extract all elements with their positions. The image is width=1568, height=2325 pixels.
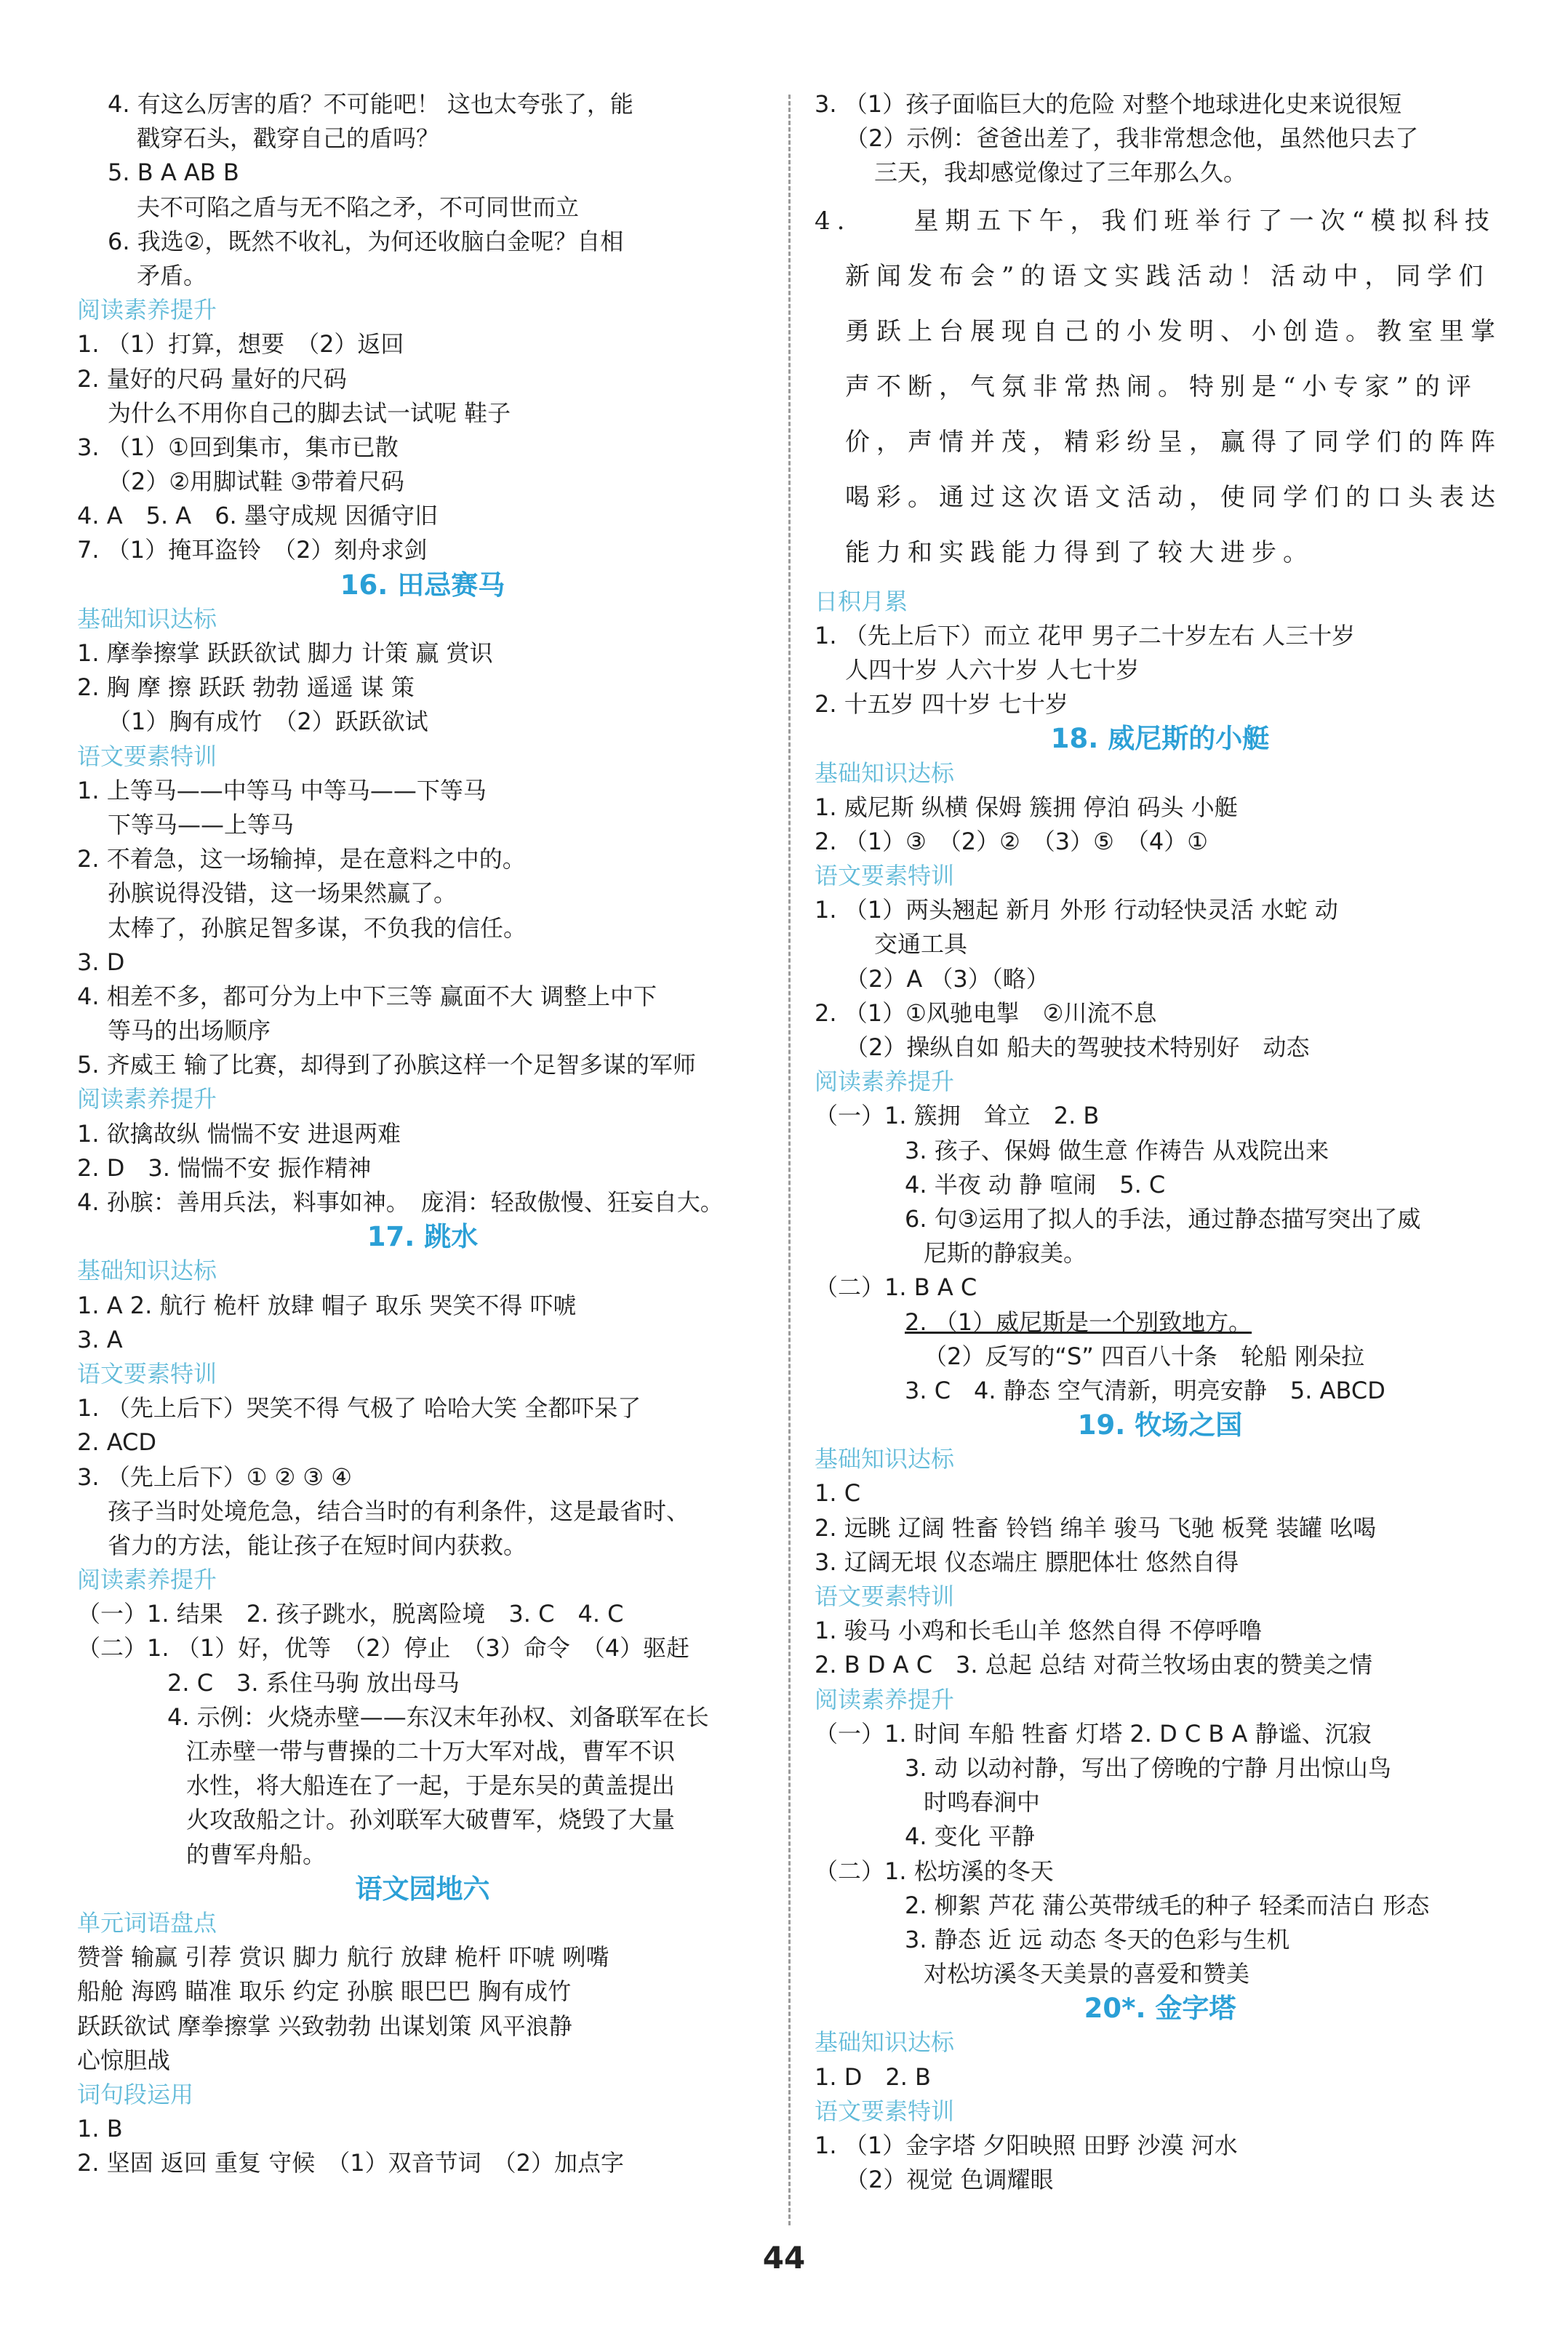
answer-line: 4. 半夜 动 静 喧闹 5. C [905,1170,1166,1198]
answer-line: 3. （先上后下）① ② ③ ④ [77,1462,352,1491]
answer-line: 等马的出场顺序 [108,1017,271,1045]
section-heading: 阅读素养提升 [815,1685,955,1713]
answer-line: 3. 孩子、保姆 做生意 作祷告 从戏院出来 [905,1136,1329,1164]
answer-line: 1. （1）两头翘起 新月 外形 行动轻快灵活 水蛇 动 [815,896,1338,924]
answer-line: 3. 动 以动衬静，写出了傍晚的宁静 月出惊山鸟 [905,1753,1392,1782]
answer-line: 孙膑说得没错，这一场果然赢了。 [108,879,457,908]
answer-line: 火攻敌船之计。孙刘联军大破曹军，烧毁了大量 [186,1806,676,1834]
page-number: 44 [762,2240,806,2276]
lesson-title: 20*. 金字塔 [1084,1993,1236,2025]
answer-line: 1. （1）打算，想要 （2）返回 [77,330,404,359]
answer-line: 1. （先上后下）而立 花甲 男子二十岁左右 人三十岁 [815,621,1356,649]
answer-line: 赞誉 输赢 引荐 赏识 脚力 航行 放肆 桅杆 吓唬 咧嘴 [77,1943,609,1972]
section-heading: 阅读素养提升 [815,1068,955,1096]
answer-line: 1. 上等马——中等马 中等马——下等马 [77,776,487,804]
lesson-title: 17. 跳水 [367,1221,479,1253]
answer-line: 1. B [77,2115,123,2143]
answer-line: 为什么不用你自己的脚去试一试呢 鞋子 [108,399,511,427]
answer-line: 2. （1）威尼斯是一个别致地方。 [905,1308,1252,1336]
section-heading: 阅读素养提升 [77,1085,217,1113]
answer-line: 2. 十五岁 四十岁 七十岁 [815,690,1069,719]
answer-line: （二）1. B A C [815,1273,977,1302]
handwritten-line: 喝彩。通过这次语文活动，使同学们的口头表达 [845,482,1502,512]
answer-line: 5. 齐威王 输了比赛，却得到了孙膑这样一个足智多谋的军师 [77,1051,696,1079]
answer-line: （二）1. （1）好，优等 （2）停止 （3）命令 （4）驱赶 [77,1634,690,1662]
answer-line: 跃跃欲试 摩拳擦掌 兴致勃勃 出谋划策 风平浪静 [77,2012,572,2040]
answer-line: （2）A （3）（略） [845,964,1049,993]
answer-line: 心惊胆战 [77,2046,171,2074]
answer-line: 5. B A AB B [108,159,239,187]
column-divider [788,95,791,2225]
answer-line: 2. B D A C 3. 总起 总结 对荷兰牧场由衷的赞美之情 [815,1651,1373,1679]
right-top-answers [815,87,1505,191]
answer-line: 2. 柳絮 芦花 蒲公英带绒毛的种子 轻柔而洁白 形态 [905,1891,1430,1919]
answer-line: （2）②用脚试鞋 ③带着尺码 [108,468,404,496]
answer-line: 1. 骏马 小鸡和长毛山羊 悠然自得 不停呼噜 [815,1617,1263,1645]
answer-line: （2）视觉 色调耀眼 [845,2166,1054,2194]
answer-line: （1）胸有成竹 （2）跃跃欲试 [108,708,428,736]
section-heading: 语文要素特训 [815,1582,955,1610]
answer-line: 时鸣春涧中 [924,1788,1041,1817]
answer-line: 1. （1）金字塔 夕阳映照 田野 沙漠 河水 [815,2132,1238,2159]
handwritten-line: 能力和实践能力得到了较大进步。 [845,537,1314,567]
answer-line: 2. 远眺 辽阔 牲畜 铃铛 绵羊 骏马 飞驰 板凳 装罐 吆喝 [815,1513,1377,1542]
answer-line: 7. （1）掩耳盗铃 （2）刻舟求剑 [77,536,428,564]
answer-line: 江赤壁一带与曹操的二十万大军对战，曹军不识 [186,1737,676,1765]
answer-line: 省力的方法，能让孩子在短时间内获救。 [108,1531,527,1559]
section-heading: 单元词语盘点 [77,1908,217,1937]
handwritten-line: 声不断，气氛非常热闹。特别是“小专家”的评 [845,372,1478,401]
answer-line: 2. （1）③ （2）② （3）⑤ （4）① [815,827,1208,855]
answer-line: 2. C 3. 系住马驹 放出母马 [167,1668,460,1697]
answer-line: 3. A [77,1325,123,1353]
answer-line: 2. ACD [77,1428,157,1457]
answer-line: 1. （先上后下）哭笑不得 气极了 哈哈大笑 全都吓呆了 [77,1394,641,1422]
answer-line: 1. A 2. 航行 桅杆 放肆 帽子 取乐 哭笑不得 吓唬 [77,1291,577,1319]
answer-line: 船舱 海鸥 瞄准 取乐 约定 孙膑 眼巴巴 胸有成竹 [77,1977,572,2006]
answer-line: 2. 不着急，这一场输掉，是在意料之中的。 [77,845,526,873]
answer-line: 1. C [815,1479,861,1508]
lesson-title: 19. 牧场之国 [1077,1409,1243,1441]
answer-line: 2. 量好的尺码 量好的尺码 [77,364,347,393]
section-heading: 基础知识达标 [77,1257,217,1285]
answer-line: （一）1. 时间 车船 牲畜 灯塔 2. D C B A 静谧、沉寂 [815,1719,1372,1748]
section-heading: 基础知识达标 [815,2028,955,2057]
answer-line: 3. D [77,948,125,976]
handwritten-correction-passage [815,193,1505,580]
answer-line: 3. C 4. 静态 空气清新，明亮安静 5. ABCD [905,1376,1385,1404]
handwritten-line: 新闻发布会”的语文实践活动！活动中，同学们 [845,261,1490,291]
answer-line: 的曹军舟船。 [186,1840,327,1868]
answer-line: 4. A 5. A 6. 墨守成规 因循守旧 [77,502,439,530]
handwritten-line: 价，声情并茂，精彩纷呈，赢得了同学们的阵阵 [845,427,1502,457]
answer-line: 4. 孙膑：善用兵法，料事如神。 庞涓：轻敌傲慢、狂妄自大。 [77,1188,724,1216]
answer-line: 三天，我却感觉像过了三年那么久。 [874,159,1247,187]
section-heading: 基础知识达标 [815,759,955,787]
answer-line: 2. D 3. 惴惴不安 振作精神 [77,1153,372,1182]
lesson-title: 语文园地六 [355,1873,490,1905]
answer-line: 3. （1）①回到集市，集市已散 [77,433,399,461]
section-heading: 语文要素特训 [815,862,955,890]
left-column [77,87,768,2180]
answer-line: 1. 威尼斯 纵横 保姆 簇拥 停泊 码头 小艇 [815,793,1238,821]
answer-line: （2）反写的“S” 四百八十条 轮船 刚朵拉 [924,1342,1365,1370]
answer-line: （2）示例：爸爸出差了，我非常想念他，虽然他只去了 [845,124,1419,153]
answer-line: 夫不可陷之盾与无不陷之矛，不可同世而立 [137,193,580,221]
answer-line: 下等马——上等马 [108,810,295,839]
answer-line: （二）1. 松坊溪的冬天 [815,1857,1054,1885]
answer-line: 人四十岁 人六十岁 人七十岁 [845,655,1140,684]
answer-line: 对松坊溪冬天美景的喜爱和赞美 [924,1960,1250,1988]
section-heading: 阅读素养提升 [77,296,217,324]
answer-line: 交通工具 [874,930,968,959]
section-heading: 基础知识达标 [815,1445,955,1473]
answer-line: 3. 静态 近 远 动态 冬天的色彩与生机 [905,1925,1290,1953]
right-answers [815,585,1505,2198]
answer-line: 水性，将大船连在了一起，于是东吴的黄盖提出 [186,1772,676,1800]
lesson-title: 18. 威尼斯的小艇 [1050,723,1270,755]
section-heading: 词句段运用 [77,2080,194,2108]
answer-line: 4. 有这么厉害的盾？不可能吧！ 这也太夸张了，能 [108,90,633,118]
answer-line: 1. 摩拳擦掌 跃跃欲试 脚力 计策 赢 赏识 [77,639,493,667]
answer-line: 孩子当时处境危急，结合当时的有利条件，这是最省时、 [108,1497,690,1525]
answer-line: 2. 坚固 返回 重复 守候 （1）双音节词 （2）加点字 [77,2149,624,2177]
answer-line: 尼斯的静寂美。 [924,1239,1087,1268]
answer-line: 4. 相差不多，都可分为上中下三等 赢面不大 调整上中下 [77,982,657,1010]
answer-line: 1. 欲擒故纵 惴惴不安 进退两难 [77,1119,401,1148]
answer-line: 4. 示例：火烧赤壁——东汉末年孙权、刘备联军在长 [167,1702,709,1731]
answer-line: 6. 我选②，既然不收礼，为何还收脑白金呢？自相 [108,227,624,255]
handwritten-line: 勇跃上台展现自己的小发明、小创造。教室里掌 [845,316,1502,346]
answer-line: （2）操纵自如 船夫的驾驶技术特别好 动态 [845,1033,1310,1061]
answer-line: 2. （1）①风驰电掣 ②川流不息 [815,999,1157,1027]
section-heading: 基础知识达标 [77,604,217,633]
answer-line: 戳穿石头，戳穿自己的盾吗？ [137,124,440,153]
answer-line: （一）1. 结果 2. 孩子跳水，脱离险境 3. C 4. C [77,1600,624,1628]
section-heading: 阅读素养提升 [77,1566,217,1594]
answer-line: 3. 辽阔无垠 仪态端庄 膘肥体壮 悠然自得 [815,1548,1239,1576]
section-heading: 语文要素特训 [77,1359,217,1388]
answer-line: 3. （1）孩子面临巨大的危险 对整个地球进化史来说很短 [815,90,1402,118]
section-heading: 语文要素特训 [77,742,217,770]
answer-line: （一）1. 簇拥 耸立 2. B [815,1102,1100,1130]
handwritten-line: 4. 星期五下午，我们班举行了一次“模拟科技 [815,206,1496,236]
answer-line: 矛盾。 [137,261,207,289]
right-column [815,87,1505,2197]
section-heading: 日积月累 [815,587,908,615]
section-heading: 语文要素特训 [815,2097,955,2125]
answer-line: 2. 胸 摩 擦 跃跃 勃勃 遥遥 谋 策 [77,673,415,702]
answer-line: 1. D 2. B [815,2062,932,2091]
answer-line: 4. 变化 平静 [905,1822,1035,1851]
answer-line: 6. 句③运用了拟人的手法，通过静态描写突出了威 [905,1204,1421,1233]
lesson-title: 16. 田忌赛马 [340,569,505,601]
answer-line: 太棒了，孙膑足智多谋，不负我的信任。 [108,913,527,942]
